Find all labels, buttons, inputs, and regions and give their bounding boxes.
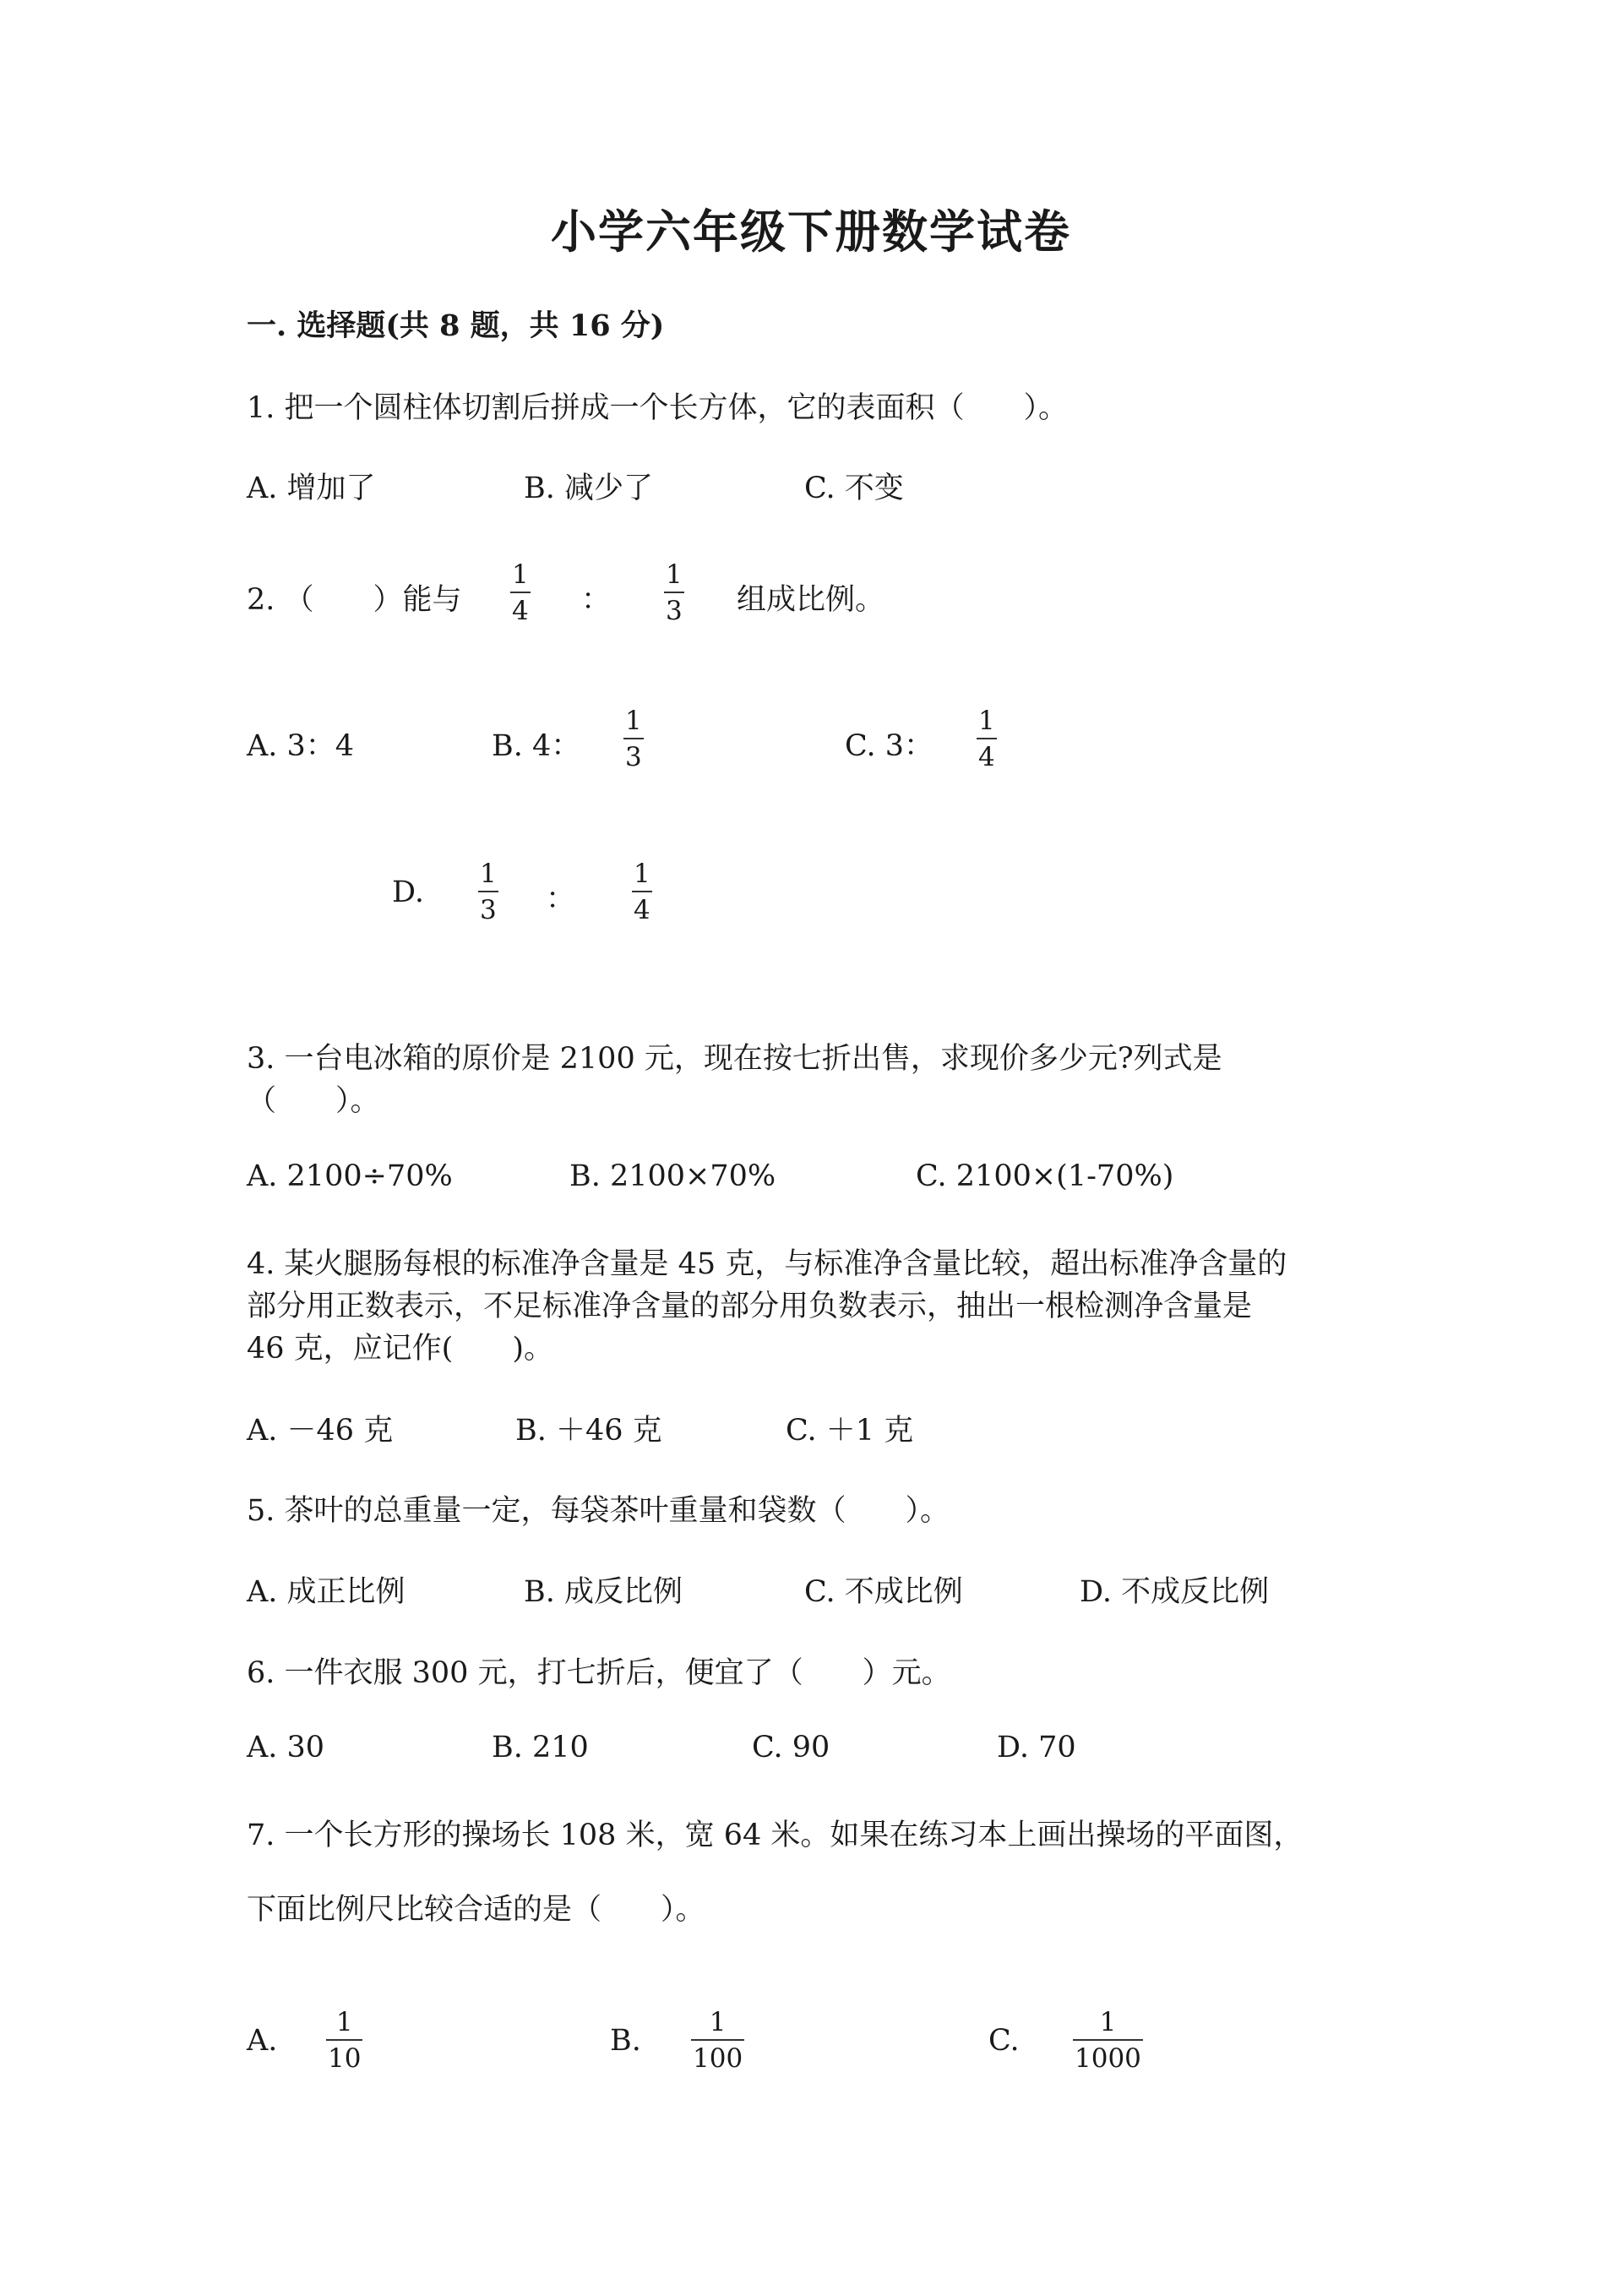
numerator: 1	[480, 859, 497, 889]
question-7-line-1: 7. 一个长方形的操场长 108 米，宽 64 米。如果在练习本上画出操场的平面图，	[247, 1819, 1304, 1852]
q1-option-a: A. 增加了	[247, 472, 376, 505]
denominator: 4	[512, 596, 529, 626]
numerator: 1	[1099, 2007, 1117, 2037]
denominator: 3	[480, 895, 497, 925]
question-4-line-2: 部分用正数表示，不足标准净含量的部分用负数表示，抽出一根检测净含量是	[247, 1290, 1253, 1323]
q7-option-a-fraction	[326, 2007, 362, 2074]
q4-option-c: C. ＋1 克	[786, 1414, 914, 1448]
q2-colon: ：	[581, 583, 612, 617]
q2-option-b-fraction	[623, 708, 644, 771]
page-title: 小学六年级下册数学试卷	[551, 205, 1071, 259]
q2-option-b: B. 4：	[492, 729, 581, 763]
numerator: 1	[625, 706, 642, 736]
q5-option-d: D. 不成反比例	[1080, 1575, 1270, 1609]
q2-option-d-colon: ：	[546, 882, 576, 916]
question-7-line-2: 下面比例尺比较合适的是（ ）。	[247, 1893, 705, 1927]
q7-option-b-fraction	[691, 2007, 744, 2074]
q5-option-c: C. 不成比例	[804, 1575, 963, 1609]
q4-option-a: A. －46 克	[247, 1414, 394, 1448]
q3-option-b: B. 2100×70%	[569, 1159, 776, 1193]
numerator: 1	[512, 559, 529, 590]
numerator: 1	[978, 706, 995, 736]
q7-option-c: C.	[988, 2024, 1020, 2058]
q2-option-c-fraction	[977, 708, 997, 771]
q2-option-c: C. 3：	[845, 729, 934, 763]
question-6-text: 6. 一件衣服 300 元，打七折后，便宜了（ ）元。	[247, 1656, 951, 1690]
q5-option-b: B. 成反比例	[524, 1575, 683, 1609]
q3-option-a: A. 2100÷70%	[247, 1159, 453, 1193]
numerator: 1	[335, 2007, 353, 2037]
question-5-text: 5. 茶叶的总重量一定，每袋茶叶重量和袋数（ ）。	[247, 1494, 950, 1528]
q6-option-a: A. 30	[247, 1731, 325, 1764]
q5-option-a: A. 成正比例	[247, 1575, 406, 1609]
q3-option-c: C. 2100×(1-70%)	[916, 1159, 1174, 1193]
denominator: 3	[625, 742, 642, 772]
question-1-text: 1. 把一个圆柱体切割后拼成一个长方体，它的表面积（ ）。	[247, 391, 1069, 425]
q7-option-c-fraction	[1073, 2007, 1143, 2074]
q4-option-b: B. ＋46 克	[515, 1414, 662, 1448]
question-2-prefix: 2. （ ）能与	[247, 583, 462, 617]
q2-fraction-2	[664, 559, 684, 626]
question-4-line-3: 46 克，应记作( )。	[247, 1332, 553, 1366]
numerator: 1	[666, 559, 683, 590]
question-4-line-1: 4. 某火腿肠每根的标准净含量是 45 克，与标准净含量比较，超出标准净含量的	[247, 1247, 1287, 1281]
denominator: 4	[634, 895, 650, 925]
q2-option-d: D.	[392, 875, 424, 909]
q6-option-c: C. 90	[752, 1731, 830, 1764]
numerator: 1	[634, 859, 650, 889]
q7-option-a: A.	[247, 2024, 278, 2058]
denominator: 3	[666, 596, 683, 626]
q2-option-d-fraction-2	[632, 861, 652, 924]
q2-fraction-1	[510, 559, 531, 626]
q2-option-a: A. 3：4	[247, 729, 355, 763]
q6-option-d: D. 70	[997, 1731, 1076, 1764]
q7-option-b: B.	[610, 2024, 641, 2058]
q6-option-b: B. 210	[492, 1731, 589, 1764]
question-3-line-2: （ ）。	[247, 1084, 380, 1118]
q1-option-b: B. 减少了	[524, 472, 653, 505]
denominator: 1000	[1075, 2043, 1141, 2074]
denominator: 4	[978, 742, 995, 772]
question-2-suffix: 组成比例。	[737, 583, 885, 617]
denominator: 100	[693, 2043, 743, 2074]
numerator: 1	[709, 2007, 727, 2037]
q2-option-d-fraction-1	[478, 861, 498, 924]
denominator: 10	[328, 2043, 362, 2074]
section-heading: 一. 选择题(共 8 题，共 16 分)	[247, 308, 665, 343]
q1-option-c: C. 不变	[804, 472, 904, 505]
question-3-line-1: 3. 一台电冰箱的原价是 2100 元，现在按七折出售，求现价多少元?列式是	[247, 1042, 1222, 1076]
